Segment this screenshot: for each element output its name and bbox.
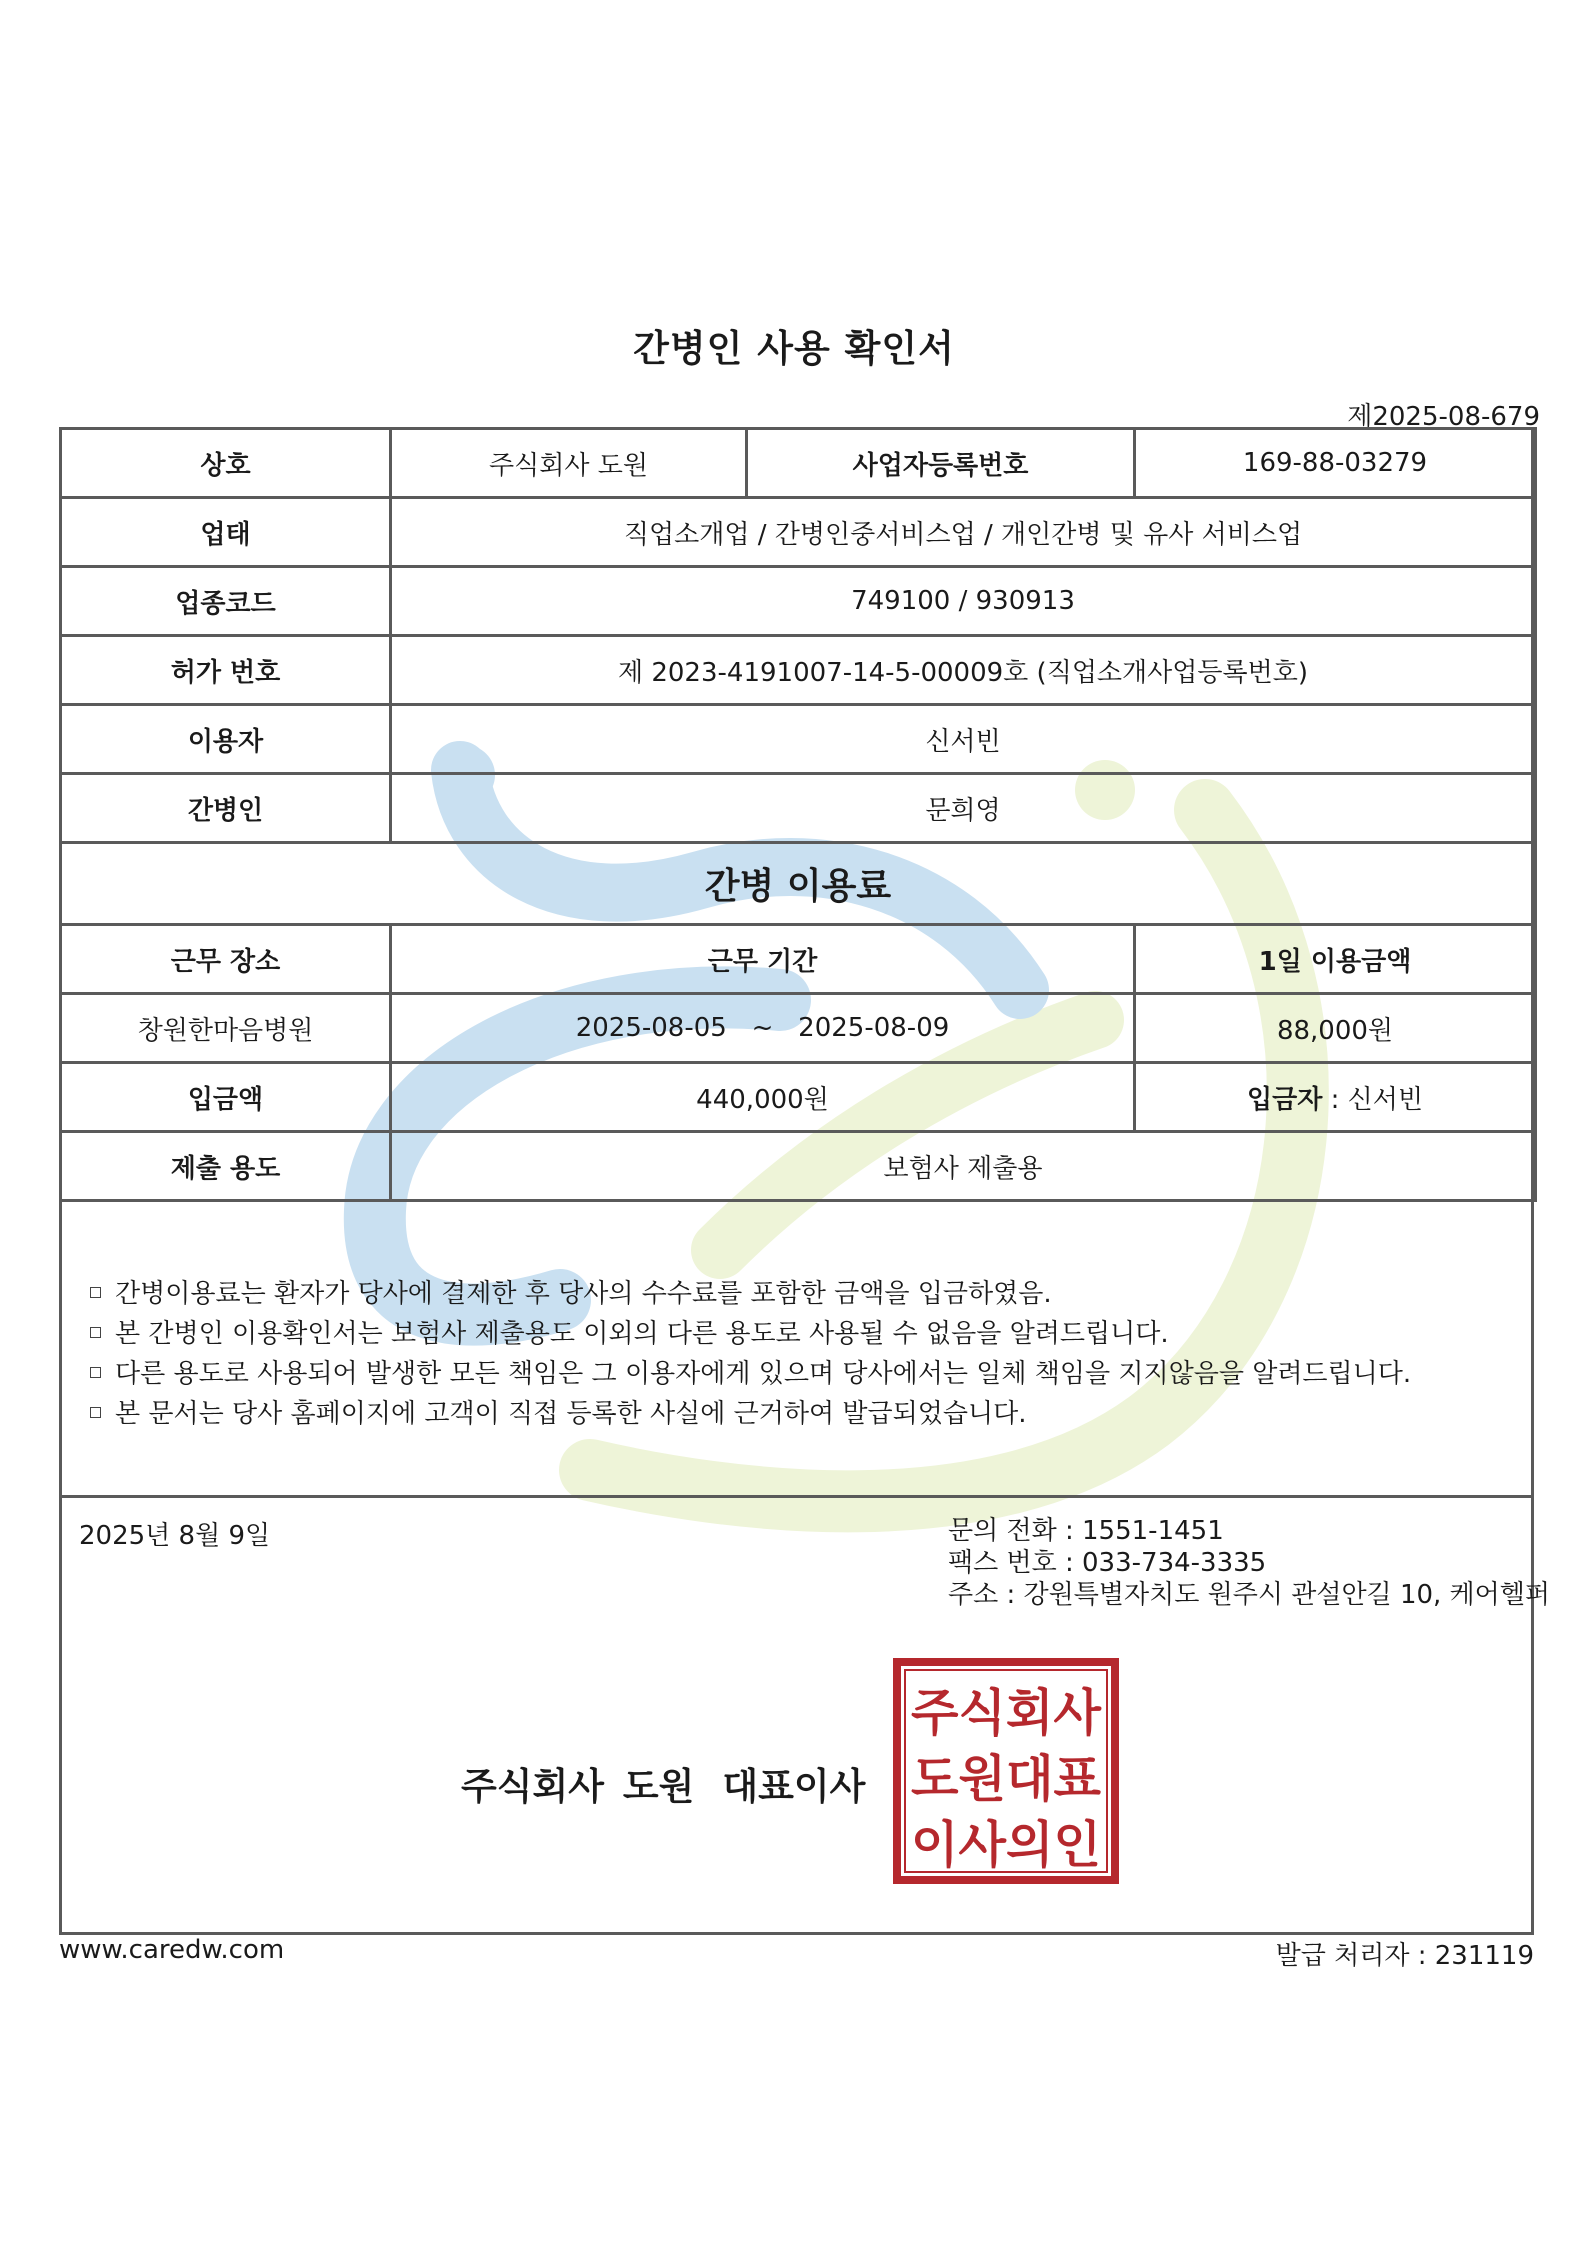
row-fee-title bbox=[61, 843, 1536, 925]
document-number: 제2025-08-679 bbox=[1347, 402, 1540, 432]
info-table bbox=[59, 427, 1537, 1202]
license-value: 제 2023-4191007-14-5-00009호 (직업소개사업등록번호) bbox=[391, 636, 1536, 705]
deposit-value: 440,000원 bbox=[391, 1063, 1135, 1132]
seal-line-1: 주식회사 bbox=[911, 1684, 1102, 1742]
row-license bbox=[61, 636, 1536, 705]
section-divider bbox=[59, 1495, 1534, 1498]
company-signature bbox=[461, 1756, 865, 1810]
daily-value: 88,000원 bbox=[1135, 994, 1536, 1063]
period-value: 2025-08-05 ~ 2025-08-09 bbox=[391, 994, 1135, 1063]
biz-reg-value: 169-88-03279 bbox=[1135, 429, 1536, 498]
note-item bbox=[86, 1354, 1411, 1394]
row-deposit bbox=[61, 1063, 1536, 1132]
contact-phone: 문의 전화 : 1551-1451 bbox=[948, 1516, 1224, 1546]
industry-code-label: 업종코드 bbox=[61, 567, 391, 636]
daily-label: 1일 이용금액 bbox=[1135, 925, 1536, 994]
note-text: 본 간병인 이용확인서는 보험사 제출용도 이외의 다른 용도로 사용될 수 없음을 알려드립니다. bbox=[115, 1319, 1169, 1349]
biz-type-label: 업태 bbox=[61, 498, 391, 567]
caregiver-value: 문희영 bbox=[391, 774, 1536, 843]
issue-date: 2025년 8월 9일 bbox=[79, 1521, 271, 1551]
document-title: 간병인 사용 확인서 bbox=[633, 327, 955, 370]
notes-list bbox=[86, 1274, 1411, 1434]
biz-reg-label: 사업자등록번호 bbox=[747, 429, 1135, 498]
row-biz-type bbox=[61, 498, 1536, 567]
depositor-value: : 신서빈 bbox=[1322, 1084, 1423, 1115]
row-caregiver bbox=[61, 774, 1536, 843]
note-item bbox=[86, 1314, 1411, 1354]
row-user bbox=[61, 705, 1536, 774]
depositor-label: 입금자 bbox=[1247, 1084, 1323, 1115]
company-seal bbox=[893, 1658, 1119, 1884]
issuer-info: 발급 처리자 : 231119 bbox=[1275, 1941, 1534, 1971]
caregiver-label: 간병인 bbox=[61, 774, 391, 843]
note-item bbox=[86, 1274, 1411, 1314]
industry-code-value: 749100 / 930913 bbox=[391, 567, 1536, 636]
row-fee-values bbox=[61, 994, 1536, 1063]
square-bullet-icon bbox=[90, 1367, 101, 1378]
row-company bbox=[61, 429, 1536, 498]
contact-info bbox=[948, 1515, 1550, 1611]
company-value: 주식회사 도원 bbox=[391, 429, 747, 498]
note-text: 간병이용료는 환자가 당사에 결제한 후 당사의 수수료를 포함한 금액을 입금하였음. bbox=[115, 1279, 1052, 1309]
row-industry-code bbox=[61, 567, 1536, 636]
deposit-label: 입금액 bbox=[61, 1063, 391, 1132]
purpose-label: 제출 용도 bbox=[61, 1132, 391, 1201]
note-text: 다른 용도로 사용되어 발생한 모든 책임은 그 이용자에게 있으며 당사에서는 일체 책임을 지지않음을 알려드립니다. bbox=[115, 1359, 1412, 1389]
place-value: 창원한마음병원 bbox=[61, 994, 391, 1063]
period-label: 근무 기간 bbox=[391, 925, 1135, 994]
depositor-cell bbox=[1135, 1063, 1536, 1132]
square-bullet-icon bbox=[90, 1287, 101, 1298]
license-label: 허가 번호 bbox=[61, 636, 391, 705]
seal-line-3: 이사의인 bbox=[911, 1816, 1101, 1874]
contact-fax: 팩스 번호 : 033-734-3335 bbox=[948, 1548, 1267, 1578]
row-fee-headers bbox=[61, 925, 1536, 994]
biz-type-value: 직업소개업 / 간병인중서비스업 / 개인간병 및 유사 서비스업 bbox=[391, 498, 1536, 567]
note-text: 본 문서는 당사 홈페이지에 고객이 직접 등록한 사실에 근거하여 발급되었습니다. bbox=[115, 1399, 1027, 1429]
user-label: 이용자 bbox=[61, 705, 391, 774]
row-purpose bbox=[61, 1132, 1536, 1201]
user-value: 신서빈 bbox=[391, 705, 1536, 774]
square-bullet-icon bbox=[90, 1327, 101, 1338]
contact-address: 주소 : 강원특별자치도 원주시 관설안길 10, 케어헬퍼 bbox=[948, 1580, 1551, 1610]
square-bullet-icon bbox=[90, 1407, 101, 1418]
company-name: 주식회사 도원 bbox=[461, 1765, 695, 1808]
purpose-value: 보험사 제출용 bbox=[391, 1132, 1536, 1201]
ceo-title: 대표이사 bbox=[722, 1765, 866, 1808]
fee-section-title: 간병 이용료 bbox=[61, 843, 1536, 925]
note-item bbox=[86, 1394, 1411, 1434]
place-label: 근무 장소 bbox=[61, 925, 391, 994]
company-label: 상호 bbox=[61, 429, 391, 498]
website-link[interactable]: www.caredw.com bbox=[59, 1935, 285, 1965]
seal-line-2: 도원대표 bbox=[911, 1750, 1102, 1808]
